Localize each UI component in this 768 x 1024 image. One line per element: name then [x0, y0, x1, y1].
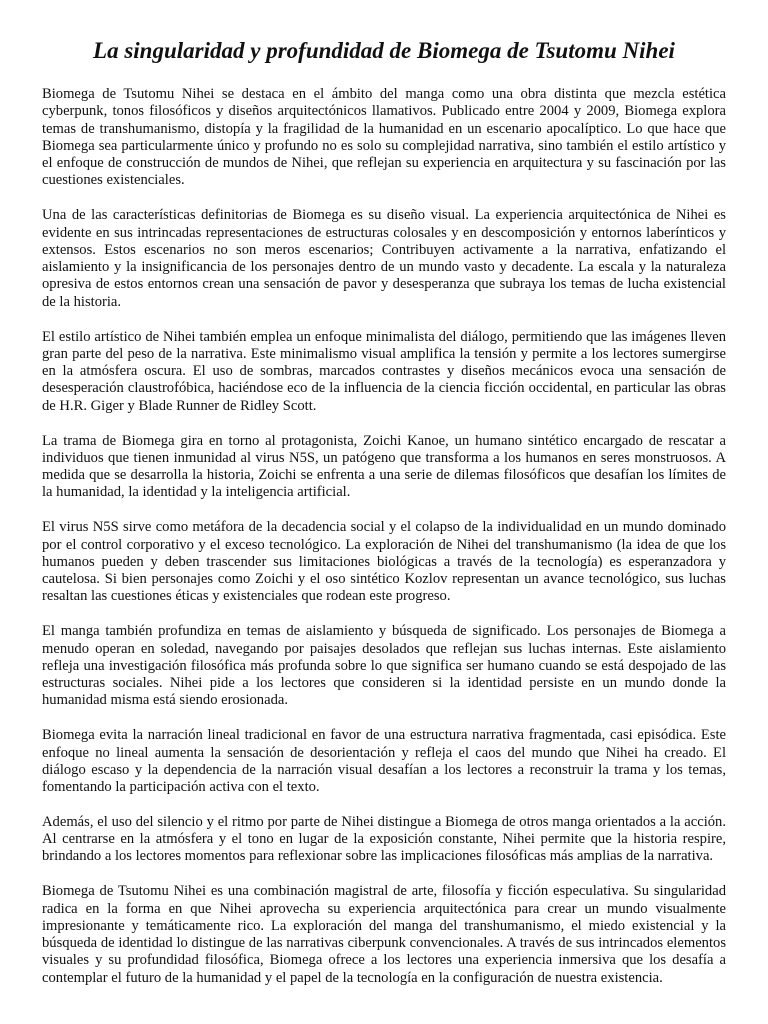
paragraph-4: La trama de Biomega gira en torno al protagonista, Zoichi Kanoe, un humano sintético encargado de rescatar a individuos que tienen inmunidad al virus N5S, un patógeno que transforma a los humanos en seres monstruosos. A medida que se desarrolla la historia, Zoichi se enfrenta a una serie de dilemas filosóficos que desafían los límites de la humanidad, la identidad y la inteligencia artificial. — [42, 432, 726, 501]
paragraph-1: Biomega de Tsutomu Nihei se destaca en el ámbito del manga como una obra distinta que mezcla estética cyberpunk, tonos filosóficos y diseños arquitectónicos llamativos. Publicado entre 2004 y 2009, Biomega explora temas de transhumanismo, distopía y la fragilidad de la humanidad en un escenario apocalíptico. Lo que hace que Biomega sea particularmente único y profundo no es solo su complejidad narrativa, sino también el estilo artístico y el enfoque de construcción de mundos de Nihei, que reflejan su experiencia en arquitectura y su fascinación por las cuestiones existenciales. — [42, 86, 726, 189]
paragraph-5: El virus N5S sirve como metáfora de la decadencia social y el colapso de la individualidad en un mundo dominado por el control corporativo y el exceso tecnológico. La exploración de Nihei del transhumanismo (la idea de que los humanos pueden y deben trascender sus limitaciones biológicas a través de la tecnología) es esperanzadora y cautelosa. Si bien personajes como Zoichi y el oso sintético Kozlov representan un avance tecnológico, sus luchas resaltan las cuestiones éticas y existenciales que rodean este progreso. — [42, 519, 726, 605]
paragraph-3: El estilo artístico de Nihei también emplea un enfoque minimalista del diálogo, permitiendo que las imágenes lleven gran parte del peso de la narrativa. Este minimalismo visual amplifica la tensión y permite a los lectores sumergirse en la atmósfera oscura. El uso de sombras, marcados contrastes y diseños mecánicos evoca una sensación de desesperación claustrofóbica, haciéndose eco de la influencia de la ciencia ficción occidental, en particular las obras de H.R. Giger y Blade Runner de Ridley Scott. — [42, 328, 726, 414]
paragraph-6: El manga también profundiza en temas de aislamiento y búsqueda de significado. Los personajes de Biomega a menudo operan en soledad, navegando por paisajes desolados que reflejan sus luchas internas. Este aislamiento refleja una investigación filosófica más profunda sobre lo que significa ser humano cuando se está despojado de las estructuras sociales. Nihei pide a los lectores que consideren si la identidad persiste en un mundo donde la humanidad misma está siendo erosionada. — [42, 623, 726, 709]
paragraph-8: Además, el uso del silencio y el ritmo por parte de Nihei distingue a Biomega de otros manga orientados a la acción. Al centrarse en la atmósfera y el tono en lugar de la exposición constante, Nihei permite que la historia respire, brindando a los lectores momentos para reflexionar sobre las implicaciones filosóficas más amplias de la narrativa. — [42, 813, 726, 865]
document-title: La singularidad y profundidad de Biomega de Tsutomu Nihei — [93, 38, 675, 63]
paragraph-7: Biomega evita la narración lineal tradicional en favor de una estructura narrativa fragmentada, casi episódica. Este enfoque no lineal aumenta la sensación de desorientación y refleja el caos del mundo que Nihei ha creado. El diálogo escaso y la dependencia de la narración visual desafían a los lectores a reconstruir la trama y los temas, fomentando la participación activa con el texto. — [42, 727, 726, 796]
paragraph-2: Una de las características definitorias de Biomega es su diseño visual. La experiencia arquitectónica de Nihei es evidente en sus intrincadas representaciones de estructuras colosales y en descomposición y entornos laberínticos y extensos. Estos escenarios no son meros escenarios; Contribuyen activamente a la narrativa, enfatizando el aislamiento y la insignificancia de los personajes dentro de un mundo vasto y decadente. La escala y la naturaleza opresiva de estos entornos crean una sensación de pavor y desesperanza que subraya los temas de lucha existencial de la historia. — [42, 207, 726, 310]
paragraph-9: Biomega de Tsutomu Nihei es una combinación magistral de arte, filosofía y ficción especulativa. Su singularidad radica en la forma en que Nihei aprovecha su experiencia arquitectónica para crear un mundo visualmente impresionante y temáticamente rico. La exploración del manga del transhumanismo, el miedo existencial y la búsqueda de identidad lo distingue de las narrativas ciberpunk convencionales. A través de sus intrincados elementos visuales y su profundidad filosófica, Biomega ofrece a los lectores una experiencia inmersiva que los desafía a contemplar el futuro de la humanidad y el papel de la tecnología en la configuración de nuestra existencia. — [42, 883, 726, 986]
